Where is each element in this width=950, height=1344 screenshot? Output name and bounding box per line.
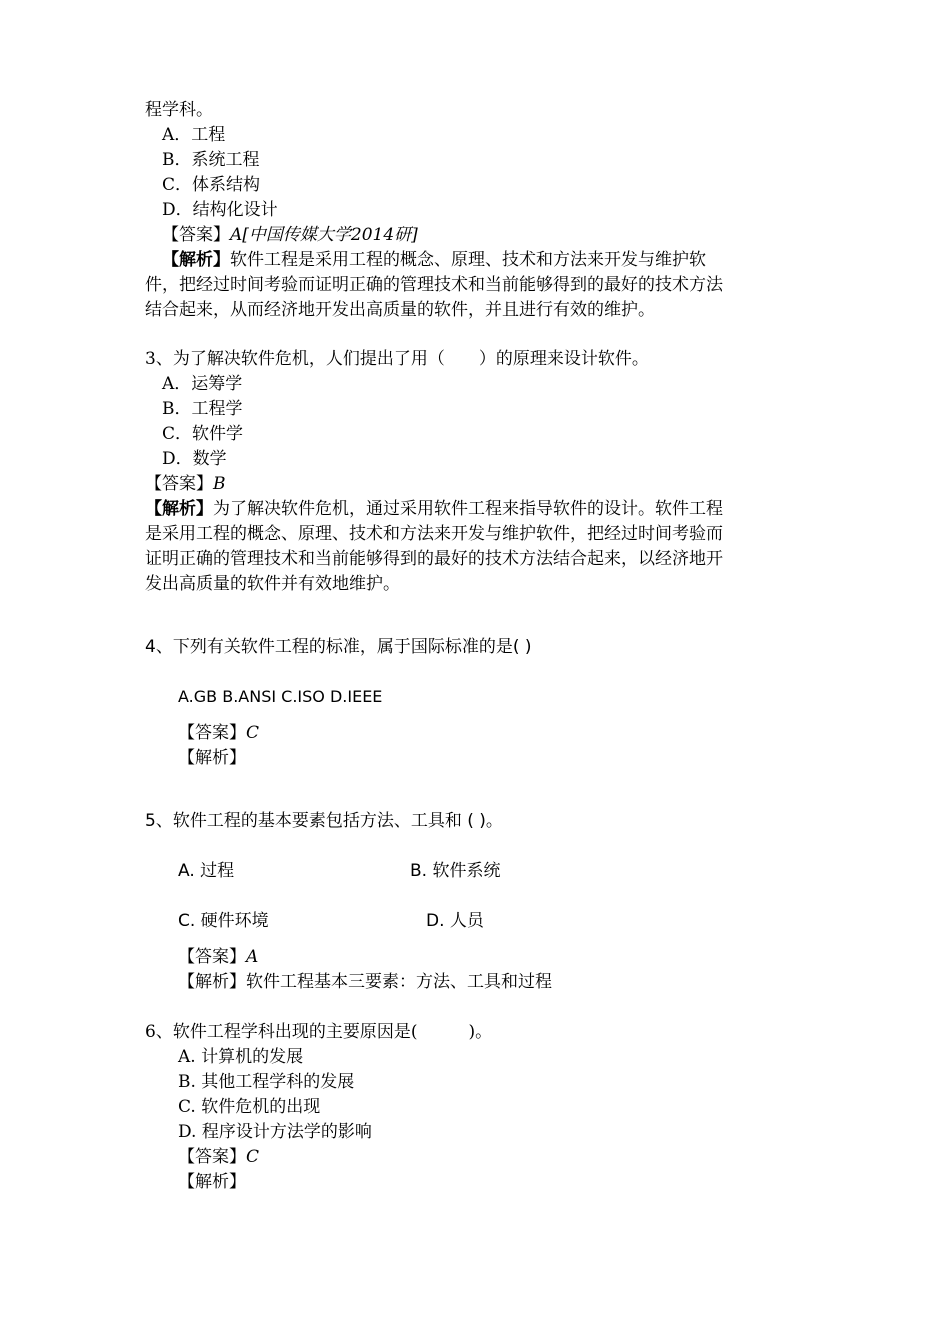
q4-answer xyxy=(178,721,259,746)
answer-label: 【答案】 xyxy=(178,947,246,967)
answer-value: A[中国传媒大学2014研] xyxy=(230,225,418,245)
answer-label: 【答案】 xyxy=(162,225,230,245)
q5-option-c: C. 硬件环境 xyxy=(178,911,269,931)
q3-analysis-line-4: 发出高质量的软件并有效地维护。 xyxy=(145,574,400,594)
q3-analysis-line-2: 是采用工程的概念、原理、技术和方法来开发与维护软件，把经过时间考验而 xyxy=(145,524,723,544)
q3-option-b: B．工程学 xyxy=(162,399,243,419)
q2-option-d: D．结构化设计 xyxy=(162,200,278,220)
q5-analysis: 【解析】软件工程基本三要素：方法、工具和过程 xyxy=(178,972,552,992)
analysis-label: 【解析】 xyxy=(145,499,213,519)
q5-answer xyxy=(178,945,258,970)
answer-value: A xyxy=(246,947,259,967)
q2-option-b: B．系统工程 xyxy=(162,150,260,170)
q6-option-d: D. 程序设计方法学的影响 xyxy=(178,1122,372,1142)
q2-analysis-line-3: 结合起来，从而经济地开发出高质量的软件，并且进行有效的维护。 xyxy=(145,300,655,320)
q3-stem: 3、为了解决软件危机，人们提出了用（ ）的原理来设计软件。 xyxy=(145,349,649,369)
answer-value: C xyxy=(246,1147,260,1167)
q4-analysis: 【解析】 xyxy=(178,748,246,768)
q3-answer xyxy=(145,472,226,497)
q3-option-a: A．运筹学 xyxy=(162,374,243,394)
q5-option-b: B. 软件系统 xyxy=(410,861,501,881)
answer-label: 【答案】 xyxy=(145,474,213,494)
q6-option-a: A. 计算机的发展 xyxy=(178,1047,304,1067)
q5-option-a: A. 过程 xyxy=(178,861,235,881)
q3-option-d: D．数学 xyxy=(162,449,227,469)
analysis-label: 【解析】 xyxy=(162,250,230,270)
q6-option-b: B. 其他工程学科的发展 xyxy=(178,1072,355,1092)
q5-option-d: D. 人员 xyxy=(426,911,484,931)
q3-analysis-line-1: 【解析】为了解决软件危机，通过采用软件工程来指导软件的设计。软件工程 xyxy=(145,499,723,519)
answer-value: B xyxy=(213,474,226,494)
q2-option-a: A．工程 xyxy=(162,125,226,145)
q2-analysis-line-2: 件，把经过时间考验而证明正确的管理技术和当前能够得到的最好的技术方法 xyxy=(145,275,723,295)
q2-analysis-line-1: 【解析】软件工程是采用工程的概念、原理、技术和方法来开发与维护软 xyxy=(162,250,706,270)
answer-label: 【答案】 xyxy=(178,723,246,743)
q4-options: A.GB B.ANSI C.ISO D.IEEE xyxy=(178,687,383,706)
q2-option-c: C．体系结构 xyxy=(162,175,261,195)
q6-stem: 6、软件工程学科出现的主要原因是( )。 xyxy=(145,1022,493,1042)
q3-option-c: C．软件学 xyxy=(162,424,244,444)
q5-stem: 5、软件工程的基本要素包括方法、工具和 ( )。 xyxy=(145,811,503,831)
q2-answer xyxy=(162,223,418,248)
q6-option-c: C. 软件危机的出现 xyxy=(178,1097,321,1117)
analysis-label: 【解析】 xyxy=(178,972,246,992)
q2-stem-tail: 程学科。 xyxy=(145,100,213,120)
q4-stem: 4、下列有关软件工程的标准，属于国际标准的是( ) xyxy=(145,637,532,657)
q6-analysis: 【解析】 xyxy=(178,1172,246,1192)
q6-answer xyxy=(178,1145,259,1170)
answer-label: 【答案】 xyxy=(178,1147,246,1167)
answer-value: C xyxy=(246,723,260,743)
q3-analysis-line-3: 证明正确的管理技术和当前能够得到的最好的技术方法结合起来，以经济地开 xyxy=(145,549,723,569)
